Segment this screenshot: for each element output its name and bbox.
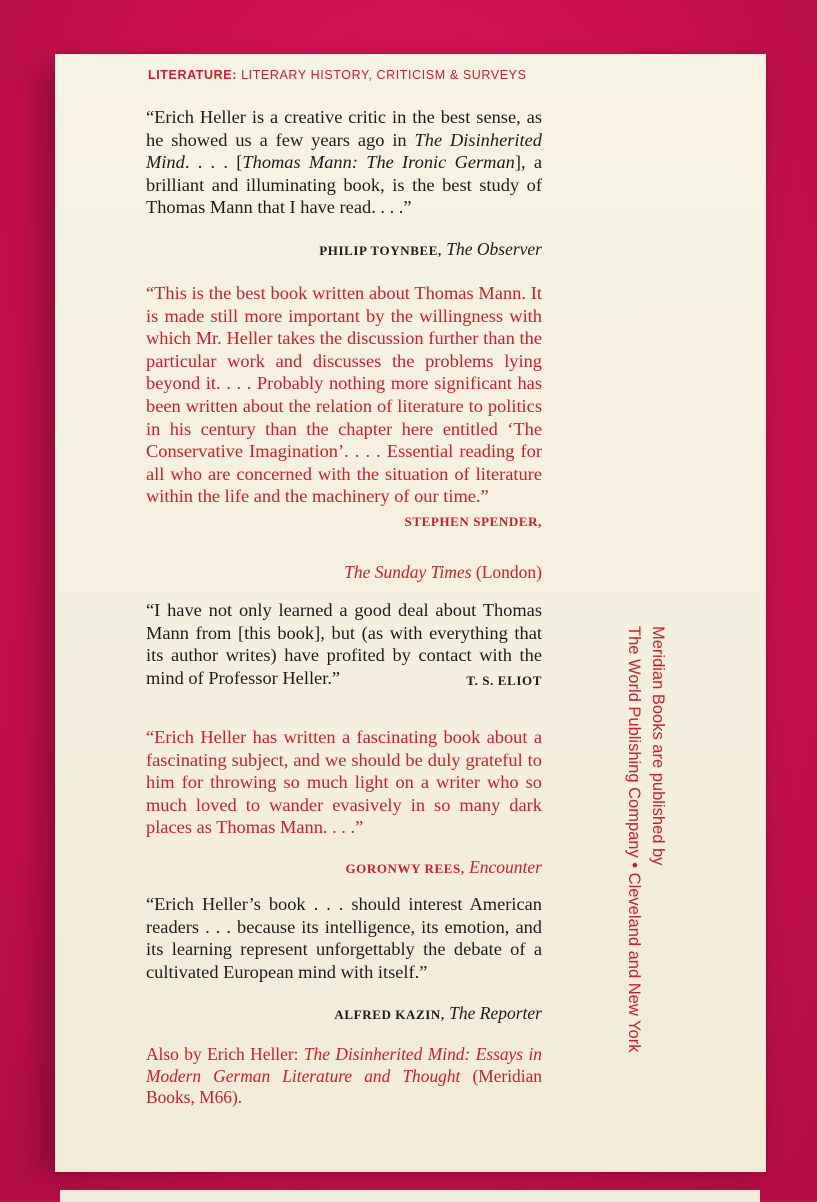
attribution-name: PHILIP TOYNBEE,: [319, 243, 442, 258]
quote-kazin: [146, 893, 542, 983]
attribution-name: GORONWY REES,: [345, 861, 465, 876]
also-by-tail: (Meridian Books, M66).: [146, 1065, 542, 1107]
category-rest: LITERARY HISTORY, CRITICISM & SURVEYS: [237, 68, 527, 82]
quote-spender: [146, 282, 542, 534]
attribution-rees: [345, 856, 542, 880]
quote-italic: The Disinherited Mind: [146, 129, 542, 173]
quote-text: “Erich Heller’s book . . . should interest American readers . . . because its intelligence, its emotion, and its learning represent unforgettably the debate of a cultivated European mind with itself.”: [146, 894, 542, 982]
quote-italic: Thomas Mann: The Ironic German: [242, 152, 515, 173]
also-by-lead: Also by Erich Heller:: [146, 1044, 304, 1064]
quote-text: “This is the best book written about Thomas Mann. It is made still more important by the willingness with which Mr. Heller takes the discussion further than the particular work and discusses the problems lying beyond it. . . . Probably nothing more significant has been written about the relation of literature to politics in his century than the chapter here entitled ‘The Conservative Imagination’. . . . Essential reading for all who are concerned with the situation of literature within the life and the machinery of our time.”: [146, 283, 542, 507]
attribution-kazin: [334, 1002, 542, 1026]
attribution-name: STEPHEN SPENDER,: [404, 513, 542, 529]
quote-rees: [146, 726, 542, 839]
publisher-line-1: Meridian Books are published by: [649, 626, 667, 866]
attribution-spender: [344, 561, 542, 583]
publisher-note: [622, 626, 670, 1052]
category-main: LITERATURE:: [148, 68, 237, 82]
quote-text: “Erich Heller has written a fascinating book about a fascinating subject, and we should be duly grateful to him for throwing so much light on a writer who so much loved to wander evasively in so many dark places as Thomas Mann. . . .”: [146, 727, 542, 838]
attribution-source: Encounter: [469, 857, 542, 877]
attribution-source: The Observer: [446, 239, 542, 259]
quote-text: sense, as he showed us a few years ago in: [146, 107, 542, 150]
attribution-name: ALFRED KAZIN,: [334, 1007, 445, 1022]
attribution-source: The Sunday Times: [344, 562, 472, 582]
attribution-toynbee: [319, 238, 542, 262]
publisher-line-2: The World Publishing Company • Cleveland and New York: [625, 626, 643, 1053]
attribution-name: T. S. ELIOT: [466, 672, 542, 688]
attribution-extra: (London): [471, 562, 542, 582]
also-by-title: The Disinherited Mind: Essays in Modern German Literature and Thought: [146, 1044, 542, 1086]
quote-text: “Erich Heller is a creative critic in the best: [146, 107, 471, 127]
attribution-source: The Reporter: [449, 1003, 542, 1023]
category-header: [148, 68, 527, 82]
quote-text: . . . . [: [184, 152, 243, 173]
quote-toynbee: [146, 106, 542, 219]
next-cover-edge: [60, 1190, 760, 1202]
quote-text: ], a brilliant and illuminating book, is the best study of Thomas Mann that I have read. . . .”: [146, 152, 543, 218]
quote-eliot: [146, 599, 542, 692]
also-by-note: [146, 1044, 542, 1109]
quote-text: “I have not only learned a good deal about Thomas Mann from [this book], but (as with everything that its author writes) have profited by contact with the mind of Professor Heller.”: [146, 600, 542, 688]
